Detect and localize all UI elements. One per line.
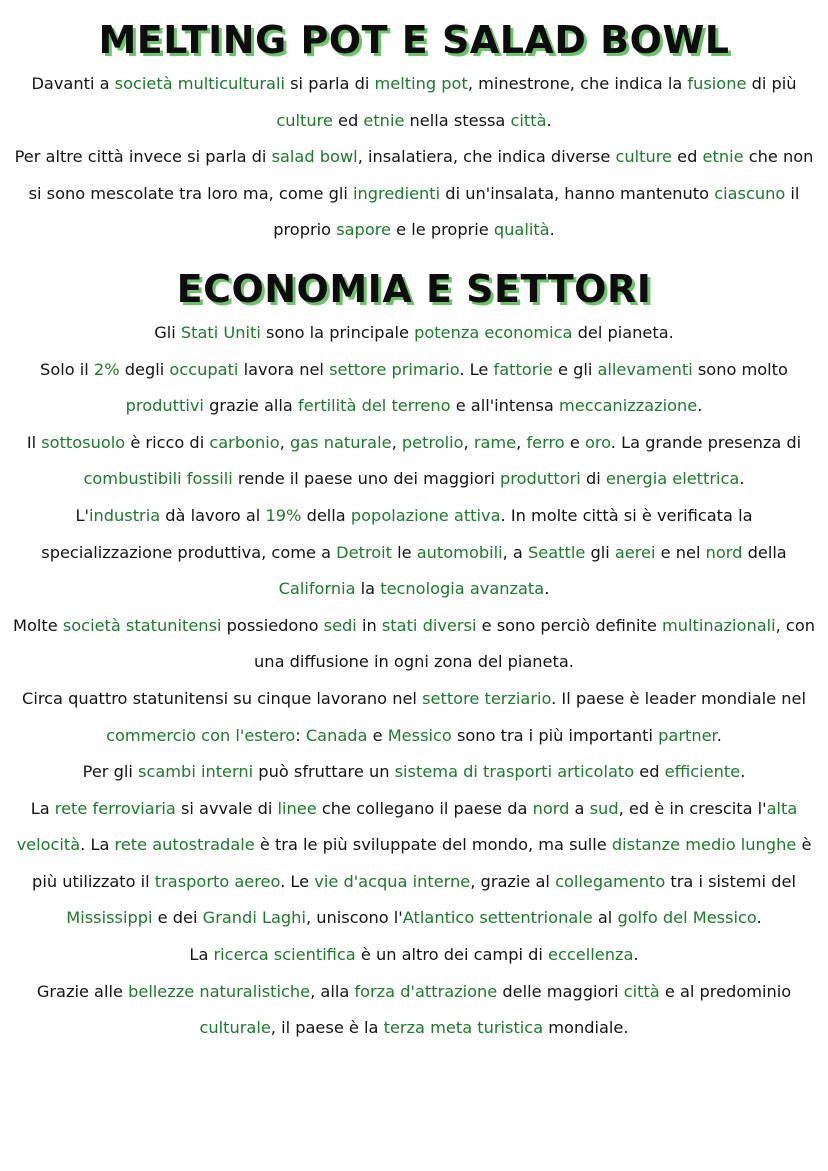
text-run: delle maggiori	[497, 981, 624, 1001]
text-run: della	[301, 505, 351, 525]
text-run: . La grande presenza di	[610, 432, 802, 452]
section-body-economia	[12, 315, 816, 1047]
keyword-highlight: settore terziario	[422, 688, 552, 708]
text-run: .	[739, 469, 745, 489]
text-run: le	[392, 542, 417, 562]
text-run: che collegano il paese da	[316, 798, 533, 818]
text-run: L'	[75, 505, 89, 525]
text-run: , alla	[310, 981, 355, 1001]
text-run: tra i sistemi del	[665, 871, 796, 891]
text-run: in	[356, 615, 382, 635]
paragraph	[12, 66, 816, 139]
text-run: nella stessa	[404, 110, 511, 130]
keyword-highlight: sapore	[336, 220, 391, 240]
keyword-highlight: ferro	[526, 432, 565, 452]
text-run: si avvale di	[175, 798, 278, 818]
keyword-highlight: Seattle	[527, 542, 586, 562]
keyword-highlight: fusione	[687, 74, 747, 93]
text-run: gli	[585, 542, 615, 562]
text-run: Il	[26, 432, 42, 452]
text-run: , grazie al	[470, 871, 556, 891]
paragraph	[12, 425, 816, 498]
keyword-highlight: etnie	[363, 110, 405, 130]
keyword-highlight: fertilità del terreno	[298, 396, 451, 416]
text-run: ed	[634, 762, 665, 782]
text-run: possiedono	[221, 615, 324, 635]
text-run: .	[756, 908, 762, 928]
keyword-highlight: 19%	[265, 505, 302, 525]
keyword-highlight: Stati Uniti	[180, 322, 261, 342]
keyword-highlight: produttori	[500, 469, 581, 489]
text-run: ,	[516, 432, 527, 452]
keyword-highlight: allevamenti	[597, 359, 693, 379]
keyword-highlight: qualità	[493, 220, 550, 240]
text-run: . Le	[459, 359, 494, 379]
section-title-economia: ECONOMIA E SETTORI	[176, 266, 652, 311]
text-run: di	[580, 469, 606, 489]
text-run: dà lavoro al	[160, 505, 266, 525]
keyword-highlight: Mississippi	[66, 908, 153, 928]
text-run: .	[549, 220, 555, 240]
text-run: La	[189, 945, 214, 965]
section-body-melting-pot	[12, 66, 816, 249]
text-run: . La	[80, 835, 115, 855]
keyword-highlight: automobili	[416, 542, 503, 562]
text-run: a	[569, 798, 590, 818]
keyword-highlight: petrolio	[401, 432, 464, 452]
keyword-highlight: sud	[589, 798, 619, 818]
text-run: è un altro dei campi di	[355, 945, 549, 965]
keyword-highlight: Detroit	[336, 542, 392, 562]
text-run: e dei	[152, 908, 203, 928]
keyword-highlight: culturale	[199, 1018, 271, 1038]
keyword-highlight: efficiente	[664, 762, 741, 782]
text-run: , ed è in crescita l'	[618, 798, 767, 818]
keyword-highlight: Grandi Laghi	[202, 908, 306, 928]
keyword-highlight: forza d'attrazione	[354, 981, 498, 1001]
text-run: sono molto	[692, 359, 788, 379]
keyword-highlight: collegamento	[555, 871, 666, 891]
text-run: grazie alla	[203, 396, 298, 416]
text-run: di un'insalata, hanno mantenuto	[440, 183, 715, 203]
text-run: Gli	[154, 322, 181, 342]
text-run: e le proprie	[391, 220, 494, 240]
text-run: e gli	[552, 359, 598, 379]
keyword-highlight: commercio con l'estero	[106, 725, 296, 745]
keyword-highlight: sistema di trasporti articolato	[394, 762, 635, 782]
text-run: è più utilizzato il	[32, 835, 812, 891]
keyword-highlight: Canada	[305, 725, 368, 745]
keyword-highlight: società statunitensi	[62, 615, 222, 635]
text-run: .	[633, 945, 639, 965]
text-run: , uniscono l'	[305, 908, 403, 928]
keyword-highlight: sedi	[323, 615, 357, 635]
keyword-highlight: golfo del Messico	[617, 908, 757, 928]
keyword-highlight: produttivi	[125, 396, 204, 416]
keyword-highlight: culture	[615, 147, 672, 167]
text-run: Solo il	[40, 359, 94, 379]
keyword-highlight: rame	[473, 432, 517, 452]
text-run: . Le	[280, 871, 315, 891]
text-run: , con una diffusione in ogni zona del pianeta.	[254, 615, 815, 672]
text-run: si parla di	[284, 74, 375, 93]
keyword-highlight: popolazione attiva	[350, 505, 501, 525]
keyword-highlight: Atlantico settentrionale	[402, 908, 593, 928]
text-run: rende il paese uno dei maggiori	[232, 469, 501, 489]
paragraph	[12, 498, 816, 608]
text-run: , il paese è la	[270, 1018, 384, 1038]
paragraph	[12, 681, 816, 754]
paragraph	[12, 352, 816, 425]
text-run: ,	[463, 432, 474, 452]
keyword-highlight: salad bowl	[271, 147, 358, 167]
keyword-highlight: città	[510, 110, 547, 130]
text-run: è tra le più sviluppate del mondo, ma sulle	[254, 835, 612, 855]
keyword-highlight: carbonio	[209, 432, 280, 452]
text-run: Circa quattro statunitensi su cinque lavorano nel	[22, 688, 423, 708]
keyword-highlight: ciascuno	[714, 183, 786, 203]
keyword-highlight: vie d'acqua interne	[314, 871, 471, 891]
keyword-highlight: sottosuolo	[41, 432, 126, 452]
text-run: , a	[502, 542, 528, 562]
keyword-highlight: settore primario	[329, 359, 460, 379]
keyword-highlight: meccanizzazione	[558, 396, 698, 416]
text-run: la	[355, 579, 381, 599]
text-run: ,	[279, 432, 290, 452]
text-run: sono la principale	[260, 322, 415, 342]
keyword-highlight: società multiculturali	[114, 74, 285, 93]
text-run: al	[592, 908, 618, 928]
keyword-highlight: ricerca scientifica	[213, 945, 356, 965]
paragraph	[12, 754, 816, 791]
keyword-highlight: melting pot	[374, 74, 468, 93]
keyword-highlight: partner	[658, 725, 717, 745]
text-run: è ricco di	[125, 432, 210, 452]
keyword-highlight: multinazionali	[662, 615, 776, 635]
text-run: :	[295, 725, 306, 745]
keyword-highlight: tecnologia avanzata	[380, 579, 545, 599]
text-run: .	[716, 725, 722, 745]
text-run: sono tra i più importanti	[451, 725, 659, 745]
paragraph	[12, 608, 816, 681]
keyword-highlight: trasporto aereo	[154, 871, 281, 891]
keyword-highlight: gas naturale	[289, 432, 392, 452]
text-run: , minestrone, che indica la	[467, 74, 688, 93]
text-run: ed	[671, 147, 703, 167]
keyword-highlight: distanze medio lunghe	[611, 835, 797, 855]
text-run: .	[546, 110, 552, 130]
keyword-highlight: stati diversi	[381, 615, 477, 635]
keyword-highlight: rete ferroviaria	[54, 798, 176, 818]
text-run: Molte	[13, 615, 63, 635]
text-run: . Il paese è leader mondiale nel	[551, 688, 806, 708]
keyword-highlight: energia elettrica	[605, 469, 740, 489]
keyword-highlight: nord	[705, 542, 743, 562]
keyword-highlight: etnie	[702, 147, 744, 167]
section-title-melting-pot: MELTING POT E SALAD BOWL	[98, 18, 730, 62]
text-run: che non si sono mescolate tra loro ma, come gli	[28, 147, 814, 203]
keyword-highlight: nord	[532, 798, 570, 818]
text-run: il proprio	[273, 183, 800, 240]
text-run: può sfruttare un	[253, 762, 395, 782]
keyword-highlight: ingredienti	[353, 183, 441, 203]
keyword-highlight: bellezze naturalistiche	[128, 981, 311, 1001]
text-run: .	[544, 579, 550, 599]
text-run: degli	[119, 359, 170, 379]
keyword-highlight: linee	[277, 798, 317, 818]
keyword-highlight: industria	[88, 505, 161, 525]
text-run: .	[697, 396, 703, 416]
text-run: . In molte città si è verificata la specializzazione produttiva, come a	[41, 505, 753, 562]
text-run: Grazie alle	[36, 981, 129, 1001]
keyword-highlight: scambi interni	[138, 762, 254, 782]
paragraph	[12, 791, 816, 937]
keyword-highlight: potenza economica	[414, 322, 573, 342]
keyword-highlight: terza meta turistica	[383, 1018, 544, 1038]
text-run: e al predominio	[659, 981, 792, 1001]
keyword-highlight: fattorie	[493, 359, 553, 379]
paragraph	[12, 139, 816, 249]
text-run: Per altre città invece si parla di	[14, 147, 272, 167]
text-run: La	[30, 798, 55, 818]
text-run: della	[742, 542, 787, 562]
keyword-highlight: alta velocità	[16, 798, 798, 855]
keyword-highlight: culture	[276, 110, 333, 130]
paragraph	[12, 974, 816, 1047]
text-run: e nel	[655, 542, 706, 562]
text-run: e	[367, 725, 388, 745]
text-run: del pianeta.	[572, 322, 674, 342]
text-run: , insalatiera, che indica diverse	[357, 147, 616, 167]
text-run: ed	[332, 110, 364, 130]
paragraph	[12, 315, 816, 352]
keyword-highlight: 2%	[93, 359, 120, 379]
keyword-highlight: eccellenza	[548, 945, 634, 965]
text-run: .	[740, 762, 746, 782]
text-run: mondiale.	[543, 1018, 629, 1038]
keyword-highlight: occupati	[169, 359, 239, 379]
keyword-highlight: Messico	[387, 725, 452, 745]
keyword-highlight: oro	[584, 432, 611, 452]
text-run: di più	[746, 74, 797, 93]
text-run: lavora nel	[238, 359, 330, 379]
text-run: Davanti a	[31, 74, 115, 93]
keyword-highlight: aerei	[614, 542, 656, 562]
keyword-highlight: California	[278, 579, 356, 599]
text-run: e	[564, 432, 585, 452]
keyword-highlight: rete autostradale	[114, 835, 255, 855]
text-run: e sono perciò definite	[476, 615, 662, 635]
text-run: Per gli	[82, 762, 139, 782]
keyword-highlight: città	[623, 981, 660, 1001]
paragraph	[12, 937, 816, 974]
text-run: e all'intensa	[450, 396, 559, 416]
keyword-highlight: combustibili fossili	[83, 469, 233, 489]
text-run: ,	[391, 432, 402, 452]
